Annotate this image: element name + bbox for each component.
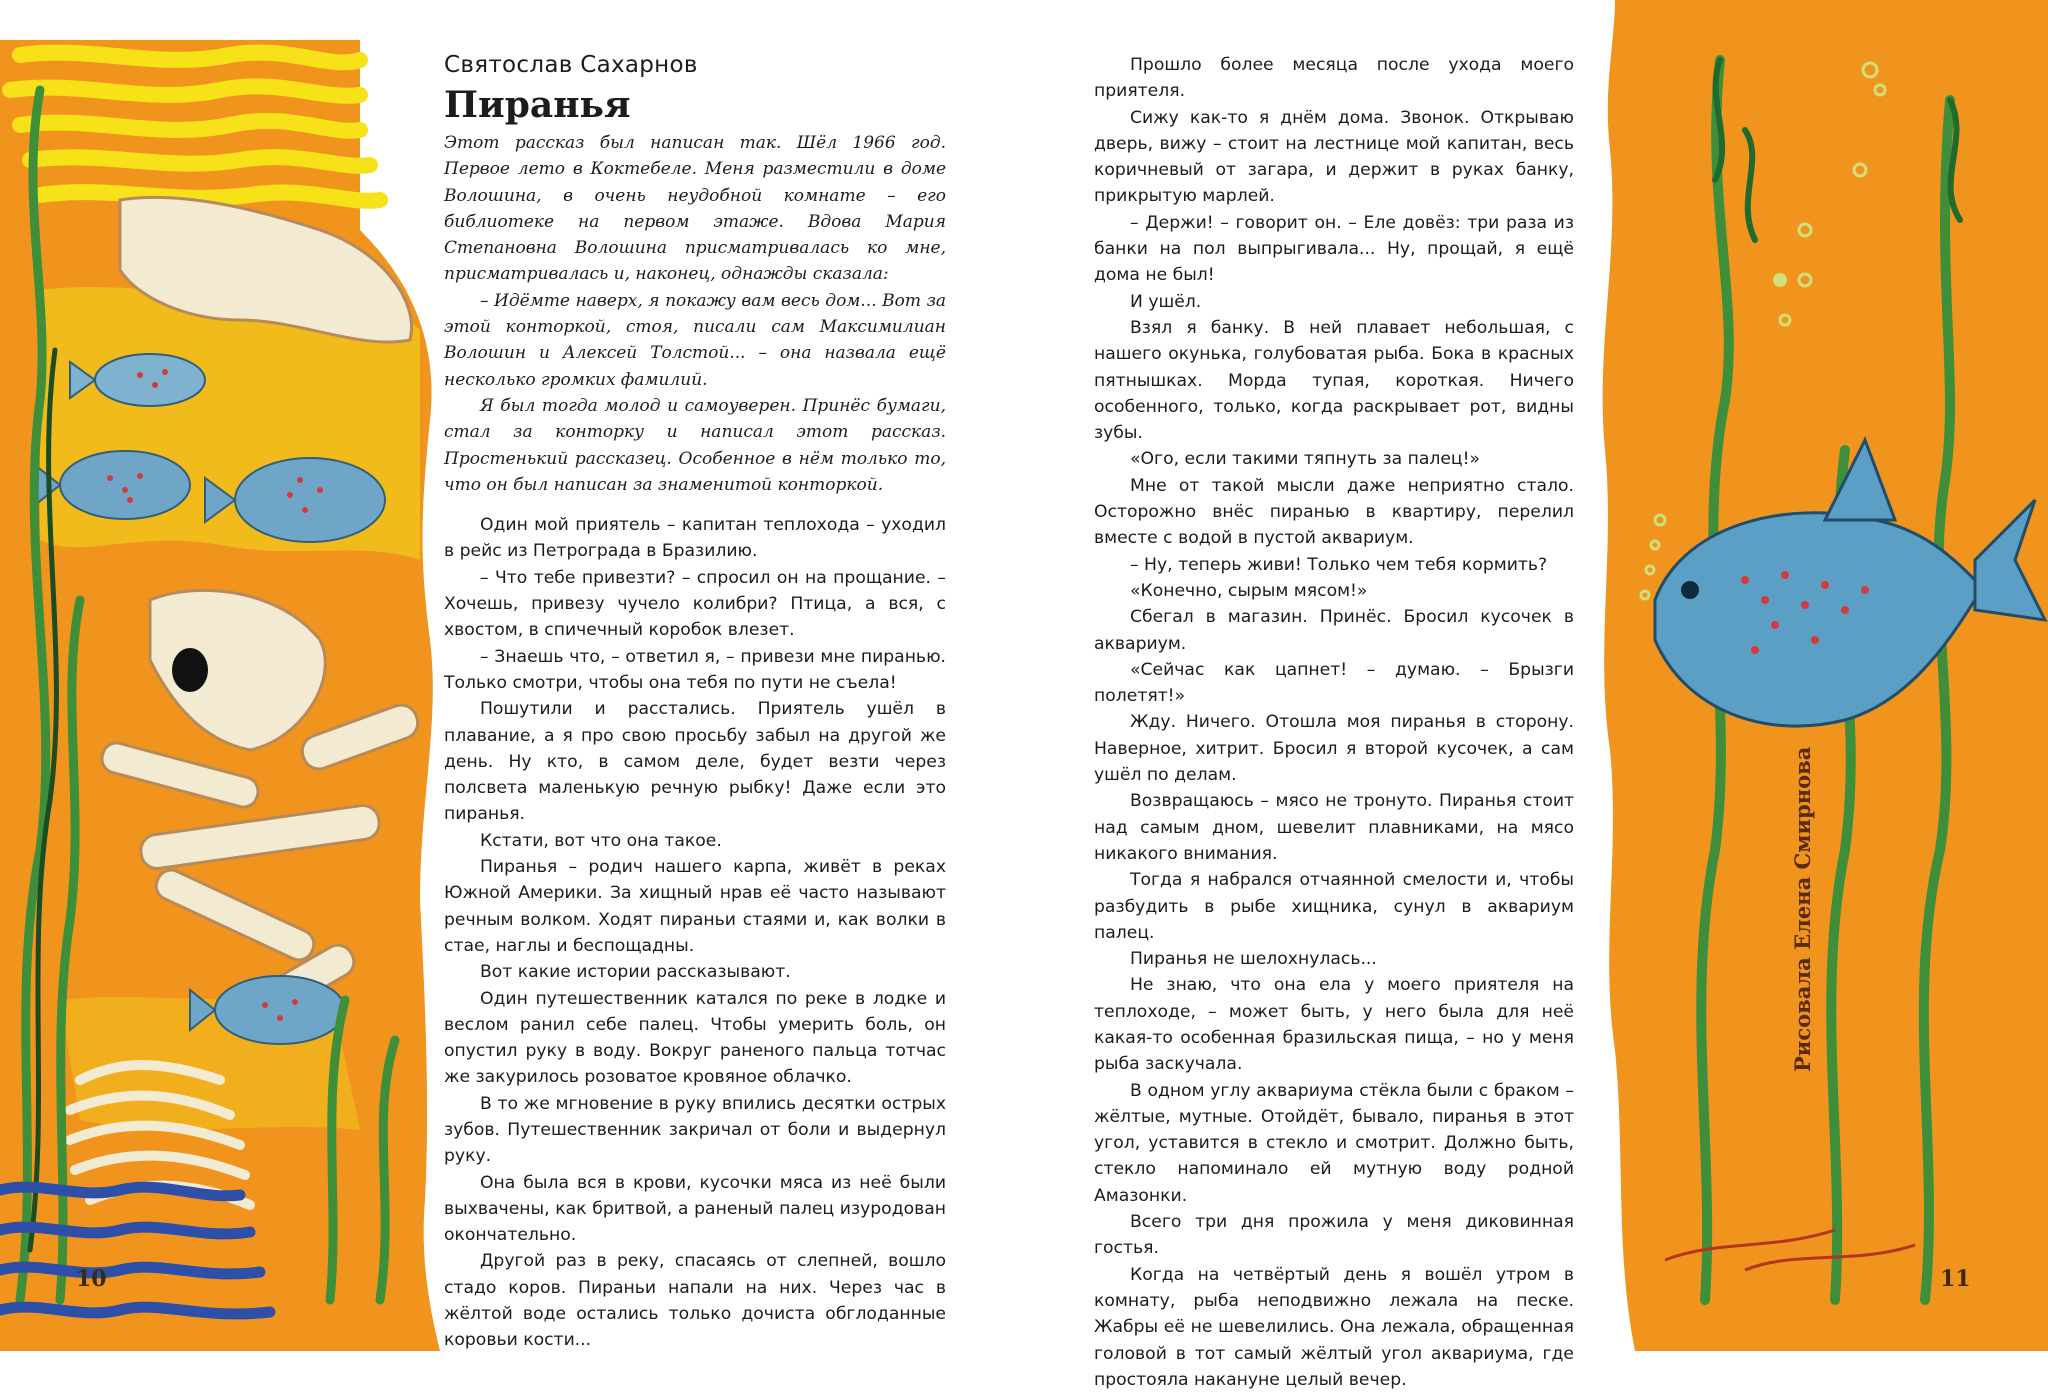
body-paragraph: Пиранья – родич нашего карпа, живёт в реках Южной Америки. За хищный нрав её часто называют речным волком. Ходят пираньи стаями и, как волки в стае, наглы и беспощадны. (444, 857, 946, 956)
story-body-left (444, 512, 946, 1354)
body-paragraph: – Что тебе привезти? – спросил он на прощание. – Хочешь, привезу чучело колибри? Птица, а вся, с хвостом, в спичечный коробок влезет. (444, 567, 946, 641)
body-paragraph: «Ого, если такими тяпнуть за палец!» (1130, 449, 1481, 470)
intro-paragraph: – Идёмте наверх, я покажу вам весь дом... Вот за этой конторкой, стоя, писали сам Максимилиан Волошин и Алексей Толстой... – она назвала ещё несколько громких фамилий. (444, 290, 946, 390)
body-paragraph: Взял я банку. В ней плавает небольшая, с нашего окунька, голубоватая рыба. Бока в красных пятнышках. Морда тупая, короткая. Ничего особенного, только, когда раскрывает рот, видны зубы. (1094, 317, 1574, 444)
body-paragraph: Сижу как-то я днём дома. Звонок. Открываю дверь, вижу – стоит на лестнице мой капитан, весь коричневый от загара, и держит в руках банку, прикрытую марлей. (1094, 107, 1574, 207)
right-text-column (1094, 52, 1574, 1393)
body-paragraph: Она была вся в крови, кусочки мяса из неё были выхвачены, как бритвой, а раненый палец изуродован окончательно. (444, 1172, 946, 1246)
body-paragraph: – Держи! – говорит он. – Еле довёз: три раза из банки на пол выпрыгивала... Ну, прощай, я ещё дома не был! (1094, 212, 1574, 286)
body-paragraph: Когда на четвёртый день я вошёл утром в комнату, рыба неподвижно лежала на песке. Жабры её не шевелились. Она лежала, обращенная головой в тот самый жёлтый угол аквариума, где простояла накануне целый вечер. (1094, 1264, 1574, 1390)
body-paragraph: В то же мгновение в руку впились десятки острых зубов. Путешественник закричал от боли и выдернул руку. (444, 1093, 946, 1167)
body-paragraph: Сбегал в магазин. Принёс. Бросил кусочек в аквариум. (1094, 607, 1574, 654)
page-number-right: 11 (1940, 1266, 1971, 1292)
body-paragraph: «Конечно, сырым мясом!» (1130, 580, 1368, 601)
body-paragraph: – Ну, теперь живи! Только чем тебя кормить? (1130, 554, 1548, 575)
intro-block (444, 130, 946, 498)
body-paragraph: Возвращаюсь – мясо не тронуто. Пиранья стоит над самым дном, шевелит плавниками, на мясо никакого внимания. (1094, 791, 1574, 864)
illustration-left (0, 0, 440, 1351)
left-text-column (444, 52, 946, 1354)
body-paragraph: «Сейчас как цапнет! – думаю. – Брызги полетят!» (1094, 659, 1574, 707)
body-paragraph: Пиранья не шелохнулась... (1130, 949, 1377, 970)
intro-paragraph: Этот рассказ был написан так. Шёл 1966 год. Первое лето в Коктебеле. Меня разместили в доме Волошина, в очень неудобной комнате – его библиотеке на первом этаже. Вдова Мария Степановна Волошина присматривалась ко мне, присматривалась и, наконец, однажды сказала: (444, 133, 946, 285)
body-paragraph: – Знаешь что, – ответил я, – привези мне пиранью. Только смотри, чтобы она тебя по пути не съела! (444, 646, 946, 693)
body-paragraph: Другой раз в реку, спасаясь от слепней, вошло стадо коров. Пираньи напали на них. Через час в жёлтой воде остались только дочиста обглоданные коровьи кости... (444, 1251, 946, 1351)
body-paragraph: Кстати, вот что она такое. (480, 830, 722, 851)
illustrator-credit: Рисовала Елена Смирнова (1790, 746, 1815, 1072)
body-paragraph: Вот какие истории рассказывают. (480, 962, 791, 983)
body-paragraph: Не знаю, что она ела у моего приятеля на теплоходе, – может быть, у него была для неё какая-то особенная бразильская пища, – но у меня рыба заскучала. (1094, 975, 1574, 1075)
body-paragraph: Один путешественник катался по реке в лодке и веслом ранил себе палец. Чтобы умерить боль, он опустил руку в воду. Вокруг раненого пальца тотчас же закурилось розоватое кровяное облачко. (444, 988, 946, 1088)
body-paragraph: Пошутили и расстались. Приятель ушёл в плавание, а я про свою просьбу забыл на другой же день. Ну кто, в самом деле, будет везти через полсвета маленькую речную рыбку! Даже если это пиранья. (444, 699, 946, 825)
body-paragraph: Жду. Ничего. Отошла моя пиранья в сторону. Наверное, хитрит. Бросил я второй кусочек, а сам ушёл по делам. (1094, 712, 1574, 786)
body-paragraph: Прошло более месяца после ухода моего приятеля. (1094, 55, 1574, 102)
page-number-left: 10 (76, 1266, 107, 1292)
body-paragraph: Мне от такой мысли даже неприятно стало. Осторожно внёс пиранью в квартиру, перелил вместе с водой в пустой аквариум. (1094, 475, 1574, 549)
body-paragraph: И ушёл. (1130, 291, 1202, 312)
story-title: Пиранья (444, 84, 631, 126)
intro-paragraph: Я был тогда молод и самоуверен. Принёс бумаги, стал за конторку и написал этот рассказ. Простенький рассказец. Особенное в нём только то, что он был написан за знаменитой конторкой. (444, 395, 946, 495)
body-paragraph: Тогда я набрался отчаянной смелости и, чтобы разбудить в рыбе хищника, сунул в аквариум палец. (1094, 870, 1574, 943)
illustration-right (1595, 0, 2048, 1351)
body-paragraph: В одном углу аквариума стёкла были с браком – жёлтые, мутные. Отойдёт, бывало, пиранья в этот угол, уставится в стекло и смотрит. Должно быть, стекло напоминало ей мутную воду родной Амазонки. (1094, 1080, 1574, 1206)
body-paragraph: Всего три дня прожила у меня диковинная гостья. (1094, 1212, 1574, 1259)
body-paragraph: Один мой приятель – капитан теплохода – уходил в рейс из Петрограда в Бразилию. (444, 515, 946, 562)
author-name: Святослав Сахарнов (444, 52, 698, 78)
